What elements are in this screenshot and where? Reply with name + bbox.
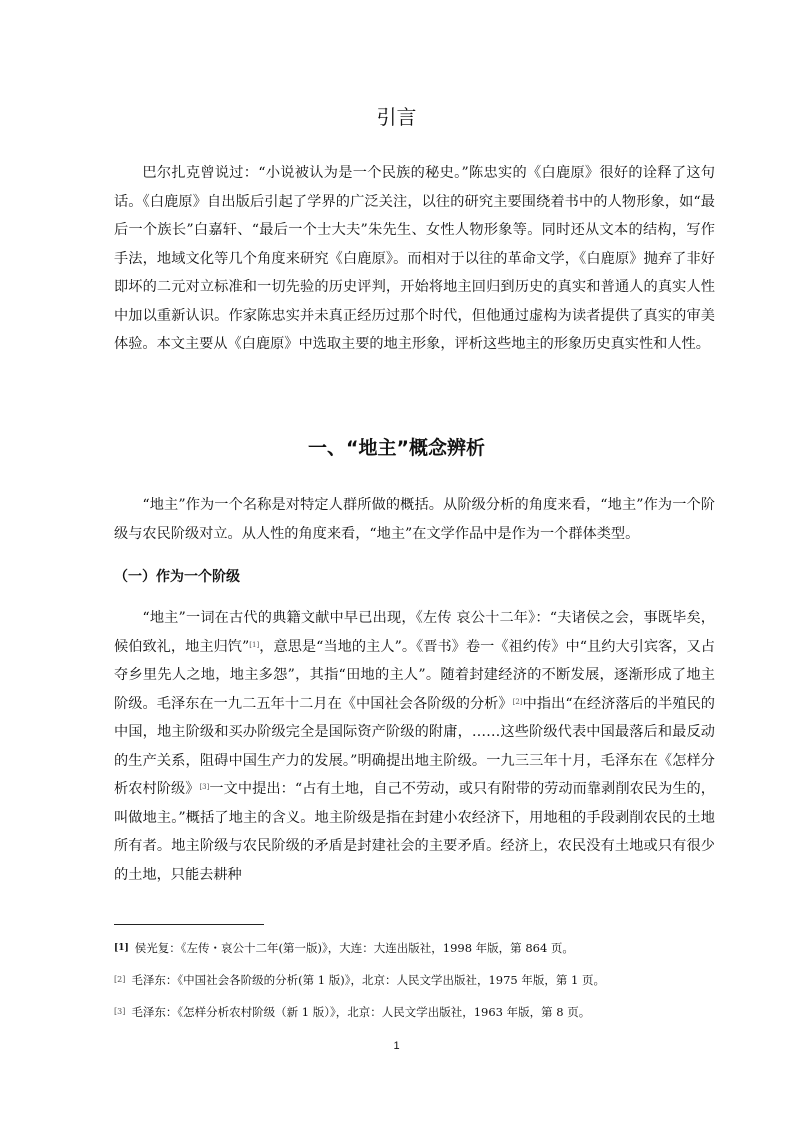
section-heading: 一、“地主”概念辨析 (308, 437, 485, 459)
section-paragraph: “地主”作为一个名称是对特定人群所做的概括。从阶级分析的角度来看，“地主”作为一个阶级与农民阶级对立。从人性的角度来看，“地主”在文学作品中是作为一个群体类型。 (114, 497, 715, 542)
intro-heading: 引言 (376, 105, 417, 129)
footnote-text: 毛泽东：《怎样分析农村阶级（新 1 版）》，北京：人民文学出版社，1963 年版，第 8 页。 (131, 1005, 591, 1019)
footnote-marker: [3] (114, 1007, 126, 1016)
footnote-ref[interactable]: [1] (249, 640, 260, 649)
body-text-part: 中指出“在经济落后的半殖民的中国，地主阶级和买办阶级完全是国际资产阶级的附庸，……这些阶级代表中国最落后和最反动的生产关系，阻碍中国生产力的发展。”明确提出地主阶级。一九三三年十月，毛泽东在《怎样分析农村阶级》 (114, 695, 715, 797)
body-paragraph (114, 604, 715, 889)
footnote-marker: [1] (114, 943, 129, 953)
footnote (114, 1004, 590, 1020)
footnote-divider (114, 924, 264, 925)
footnote (114, 972, 605, 988)
body-text-part: 一文中提出：“占有土地，自己不劳动，或只有附带的劳动而靠剥削农民为生的，叫做地主。”概括了地主的含义。地主阶级是指在封建小农经济下，用地租的手段剥削农民的土地所有者。地主阶级与农民阶级的矛盾是封建社会的主要矛盾。经济上，农民没有土地或只有很少的土地，只能去耕种 (114, 781, 715, 883)
footnote-text: 毛泽东：《中国社会各阶级的分析(第 1 版)》，北京：人民文学出版社，1975 年版，第 1 页。 (131, 973, 605, 987)
footnote (114, 940, 574, 956)
intro-paragraph: 巴尔扎克曾说过：“小说被认为是一个民族的秘史。”陈忠实的《白鹿原》很好的诠释了这句话。《白鹿原》自出版后引起了学界的广泛关注，以往的研究主要围绕着书中的人物形象，如“最后一个族长”白嘉轩、“最后一个士大夫”朱先生、女性人物形象等。同时还从文本的结构，写作手法，地域文化等几个角度来研究《白鹿原》。而相对于以往的革命文学，《白鹿原》抛弃了非好即坏的二元对立标准和一切先验的历史评判，开始将地主回归到历史的真实和普通人的真实人性中加以重新认识。作家陈忠实并未真正经历过那个时代，但他通过虚构为读者提供了真实的审美体验。本文主要从《白鹿原》中选取主要的地主形象，评析这些地主的形象历史真实性和人性。 (114, 165, 715, 352)
footnote-text: 侯光复：《左传・哀公十二年(第一版)》，大连：大连出版社，1998 年版，第 864 页。 (134, 941, 574, 955)
footnote-ref[interactable]: [2] (512, 697, 523, 706)
body-text-part: ，意思是“当地的主人”。《晋书》卷一《祖约传》中“且约大引宾客，又占夺乡里先人之地，地主多怨”，其指“田地的主人”。随着封建经济的不断发展，逐渐形成了地主阶级。毛泽东在一九二五年十二月在《中国社会各阶级的分析》 (114, 638, 715, 712)
page-number: 1 (393, 1040, 400, 1052)
footnote-ref[interactable]: [3] (199, 783, 210, 791)
subsection-heading: （一）作为一个阶级 (114, 569, 240, 585)
footnote-marker: [2] (114, 975, 126, 984)
body-text-part: “地主”一词在古代的典籍文献中早已出现，《左传 哀公十二年》：“夫诸侯之会，事既毕矣，候伯致礼，地主归饩” (114, 610, 715, 655)
